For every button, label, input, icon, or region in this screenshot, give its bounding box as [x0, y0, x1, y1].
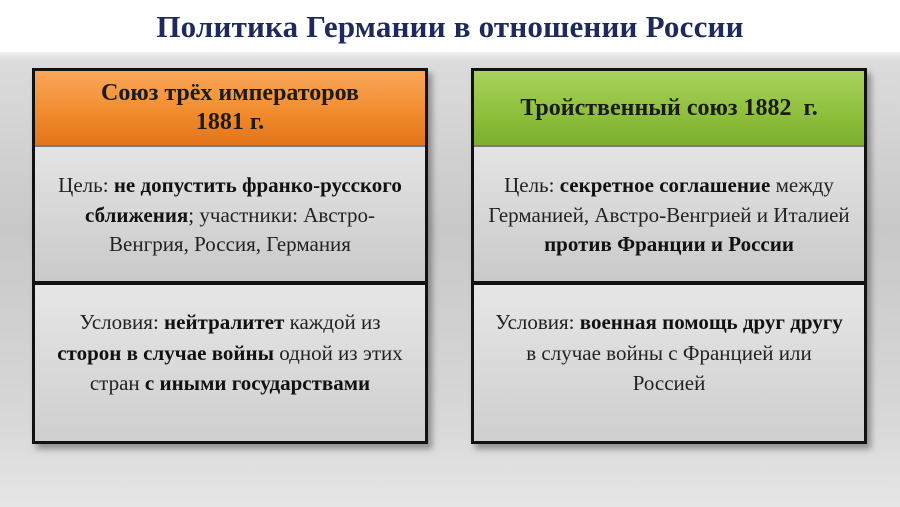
card-header-line2: 1881 г. [195, 109, 265, 135]
goal-text: Цель: [58, 173, 114, 198]
conditions-bold: нейтралитет [164, 310, 285, 335]
conditions-text: Условия: [79, 310, 165, 335]
conditions-bold: военная помощь друг другу [579, 310, 843, 335]
card-conditions [35, 285, 425, 441]
card-goal [35, 147, 425, 284]
goal-bold: секретное соглашение [559, 173, 771, 198]
title-bar [0, 0, 900, 52]
conditions-bold: с иными государствами [144, 371, 371, 396]
card-header-text: Тройственный союз 1882 г. [520, 94, 818, 121]
conditions-text: одной из этих стран [89, 340, 403, 396]
page-title: Политика Германии в отношении России [156, 9, 744, 44]
goal-text: между Германией, Австро-Венгрией и Италией [488, 173, 850, 227]
goal-bold: не допустить франко-русского сближения [85, 173, 402, 227]
goal-bold: против Франции и России [544, 232, 794, 257]
card-goal [474, 147, 864, 284]
goal-text: Цель: [504, 173, 560, 198]
card-conditions [474, 285, 864, 441]
card-header-line1: Союз трёх императоров [101, 80, 359, 107]
card-three-emperors [32, 68, 428, 444]
card-header [35, 71, 425, 147]
card-triple-alliance [471, 68, 867, 444]
conditions-bold: сторон в случае войны [57, 340, 274, 365]
goal-text: ; участники: Австро-Венгрия, Россия, Германия [109, 202, 375, 257]
card-header [474, 71, 864, 147]
conditions-text: в случае войны с Францией или Россией [526, 340, 812, 396]
conditions-text: Условия: [495, 310, 580, 335]
conditions-text: каждой из [284, 310, 381, 335]
